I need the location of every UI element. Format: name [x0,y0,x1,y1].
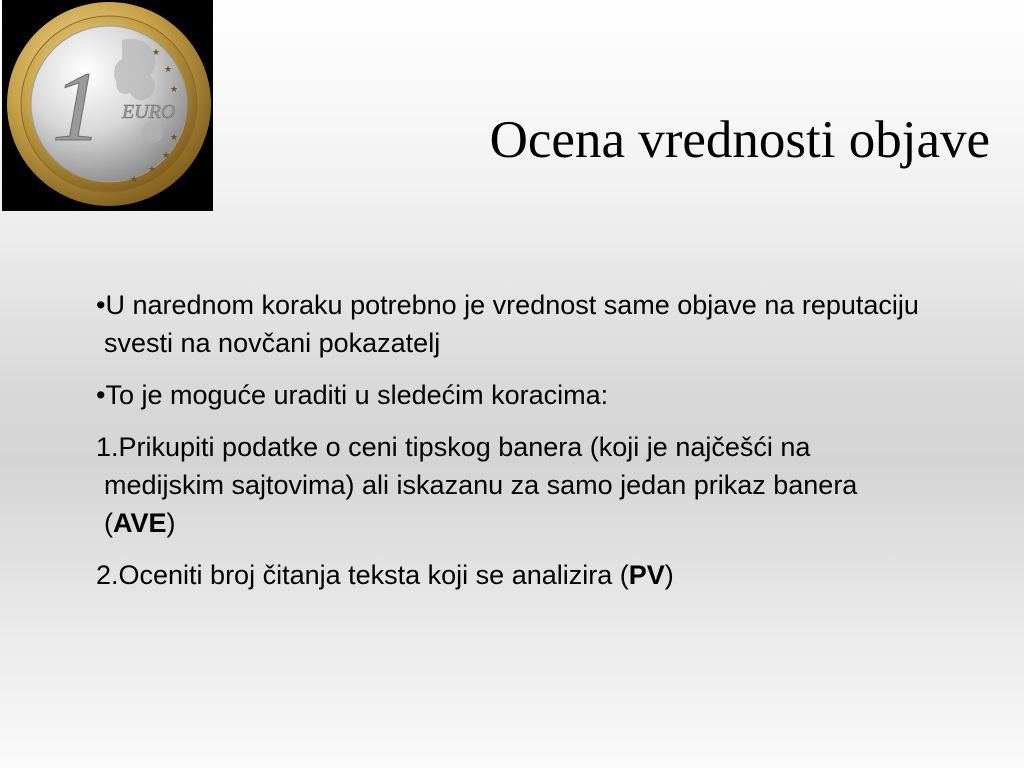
slide-content [96,286,926,608]
svg-text:★: ★ [170,133,179,143]
bullet-item-2 [96,376,926,414]
numbered-item-1 [96,428,926,542]
bullet-item-1 [96,286,926,362]
euro-coin-icon [2,0,213,211]
svg-text:★: ★ [148,165,157,175]
euro-coin-image [2,0,213,211]
numbered-item-2-suffix: ) [664,560,674,590]
numbered-item-1-text: 1.Prikupiti podatke o ceni tipskog banera (koji je najčešći na medijskim sajtovima) ali iskazanu za samo jedan prikaz banera ( [96,432,858,538]
slide-title: Ocena vrednosti objave [489,111,990,169]
svg-text:★: ★ [170,85,179,95]
pv-term: PV [628,560,665,590]
numbered-item-2 [96,556,926,594]
numbered-item-2-text: 2.Oceniti broj čitanja teksta koji se analizira ( [96,560,629,590]
bullet-item-1-text: •U narednom koraku potrebno je vrednost same objave na reputaciju svesti na novčani pokazatelj [96,290,919,358]
numbered-item-1-suffix: ) [166,508,176,538]
bullet-item-2-text: •To je moguće uraditi u sledećim koracima: [96,380,609,410]
svg-text:1: 1 [52,51,102,162]
svg-text:★: ★ [164,65,173,75]
svg-text:★: ★ [152,48,161,58]
svg-text:★: ★ [162,151,171,161]
ave-term: AVE [113,508,167,538]
svg-text:★: ★ [130,175,139,185]
svg-text:EURO: EURO [122,101,176,123]
